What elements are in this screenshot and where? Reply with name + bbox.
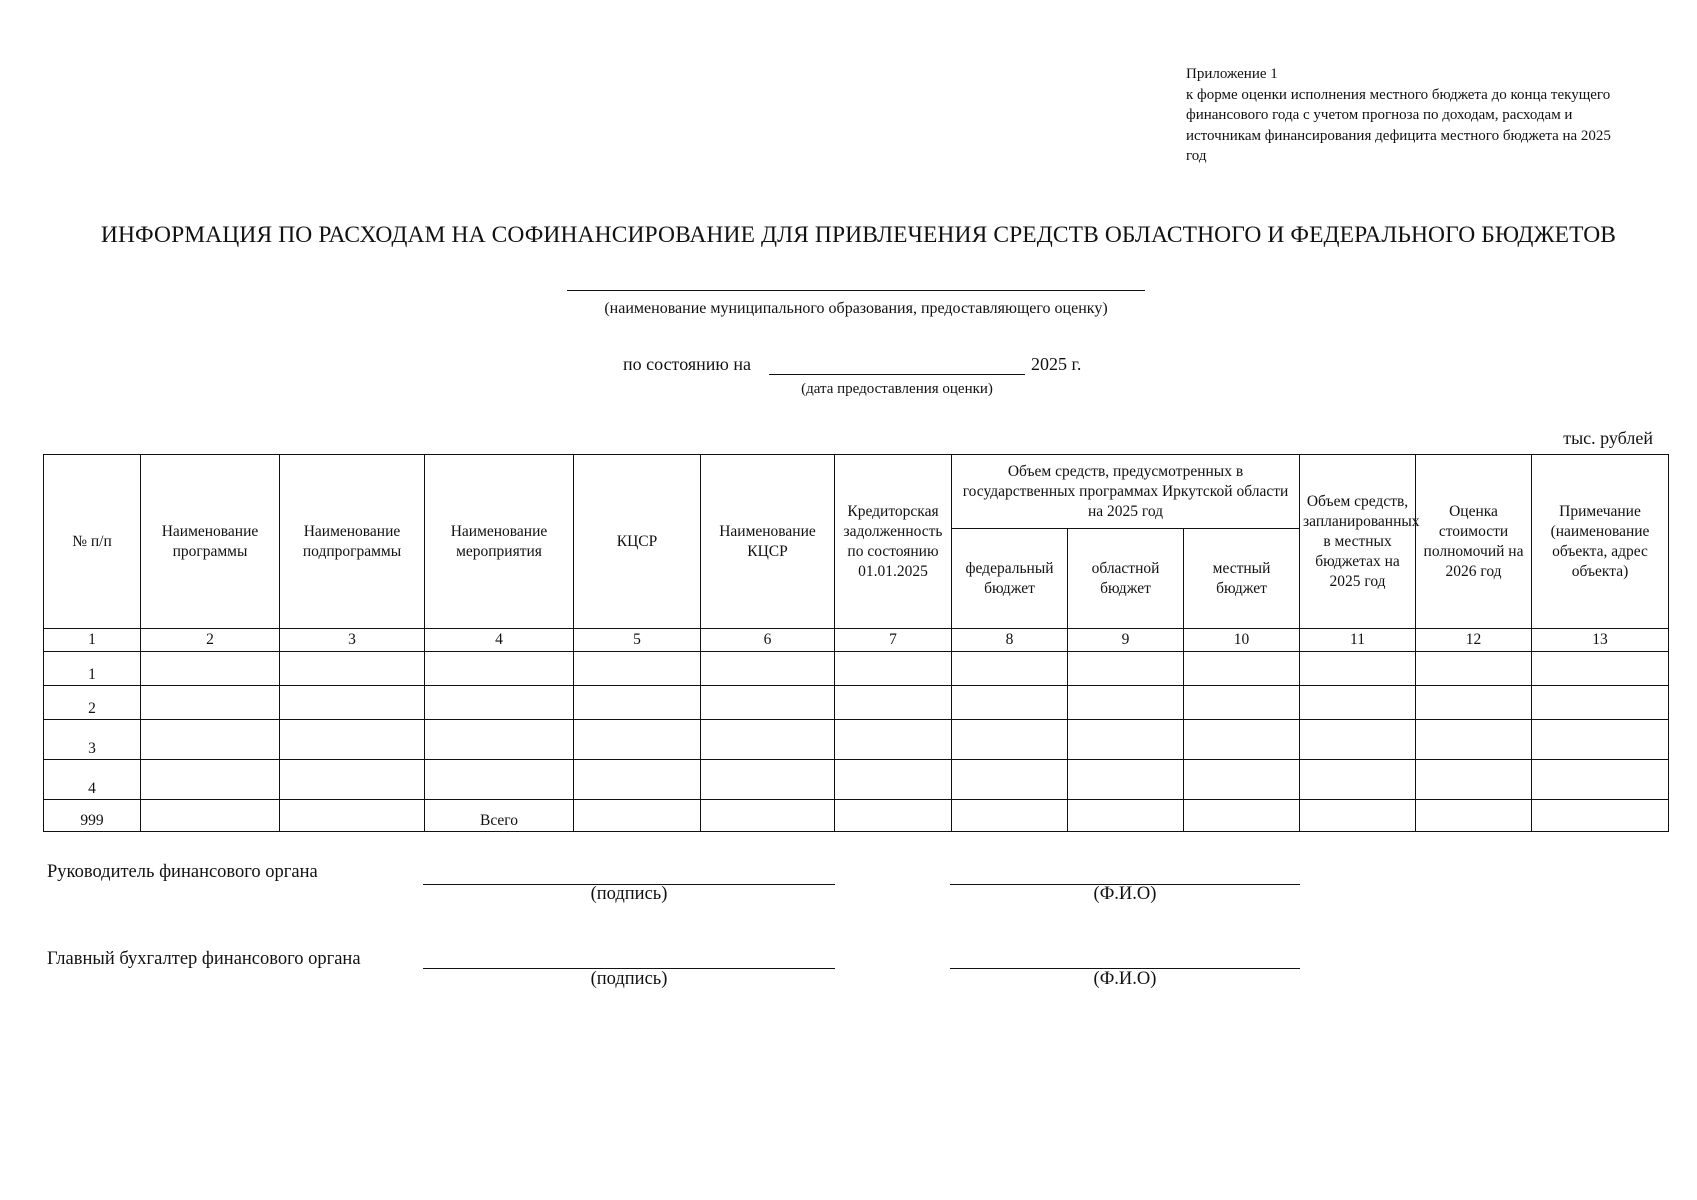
cell-subprogram[interactable] (280, 760, 425, 800)
cell-note[interactable] (1532, 800, 1669, 832)
column-number: 3 (280, 629, 425, 652)
cell-event[interactable] (425, 652, 574, 686)
cell-subprogram[interactable] (280, 720, 425, 760)
cell-kcsr[interactable] (574, 800, 701, 832)
cell-event-total: Всего (425, 800, 574, 832)
as-of-prefix: по состоянию на (623, 354, 751, 374)
cell-cost-estimate[interactable] (1416, 686, 1532, 720)
cell-payables[interactable] (835, 652, 952, 686)
head-signature-caption: (подпись) (590, 884, 668, 904)
cell-kcsr[interactable] (574, 652, 701, 686)
table-row (44, 652, 1669, 686)
document-title: ИНФОРМАЦИЯ ПО РАСХОДАМ НА СОФИНАНСИРОВАНИЕ ДЛЯ ПРИВЛЕЧЕНИЯ СРЕДСТВ ОБЛАСТНОГО И ФЕДЕРАЛЬНОГО БЮДЖЕТОВ (100, 222, 1617, 248)
cell-program[interactable] (141, 800, 280, 832)
column-number: 6 (701, 629, 835, 652)
cell-note[interactable] (1532, 760, 1669, 800)
table-row-total (44, 800, 1669, 832)
column-number: 12 (1416, 629, 1532, 652)
cell-local[interactable] (1184, 760, 1300, 800)
header-number: № п/п (44, 455, 141, 629)
column-number-row (44, 629, 1669, 652)
date-caption: (дата предоставления оценки) (801, 381, 993, 397)
cell-payables[interactable] (835, 760, 952, 800)
cell-program[interactable] (141, 720, 280, 760)
cell-local[interactable] (1184, 652, 1300, 686)
cell-local[interactable] (1184, 800, 1300, 832)
municipality-underline[interactable] (567, 290, 1145, 291)
cell-cost-estimate[interactable] (1416, 652, 1532, 686)
accountant-signature-caption: (подпись) (590, 969, 668, 989)
table-row (44, 760, 1669, 800)
cell-federal[interactable] (952, 800, 1068, 832)
header-kcsr-name: Наименование КЦСР (701, 455, 835, 629)
accountant-name-caption: (Ф.И.О) (1093, 969, 1157, 989)
municipality-caption: (наименование муниципального образования, предоставляющего оценку) (604, 300, 1108, 317)
cell-kcsr[interactable] (574, 686, 701, 720)
cell-regional[interactable] (1068, 760, 1184, 800)
header-federal-budget: федеральный бюджет (952, 529, 1068, 629)
cell-payables[interactable] (835, 686, 952, 720)
accountant-signature-label: Главный бухгалтер финансового органа (47, 949, 361, 969)
appendix-note (1186, 64, 1656, 167)
cell-regional[interactable] (1068, 800, 1184, 832)
cell-subprogram[interactable] (280, 800, 425, 832)
cell-note[interactable] (1532, 652, 1669, 686)
header-note: Примечание (наименование объекта, адрес объекта) (1532, 455, 1669, 629)
cell-federal[interactable] (952, 686, 1068, 720)
table-row (44, 720, 1669, 760)
column-number: 1 (44, 629, 141, 652)
cell-local[interactable] (1184, 720, 1300, 760)
header-payables: Кредиторская задолженность по состоянию 01.01.2025 (835, 455, 952, 629)
header-local-planned: Объем средств, запланированных в местных бюджетах на 2025 год (1300, 455, 1416, 629)
column-number: 8 (952, 629, 1068, 652)
cell-program[interactable] (141, 686, 280, 720)
cell-subprogram[interactable] (280, 652, 425, 686)
cell-event[interactable] (425, 760, 574, 800)
cell-kcsr-name[interactable] (701, 760, 835, 800)
cell-program[interactable] (141, 652, 280, 686)
appendix-line: к форме оценки исполнения местного бюджета до конца текущего (1186, 86, 1611, 103)
header-state-programs-group: Объем средств, предусмотренных в государственных программах Иркутской области на 2025 год (952, 455, 1300, 529)
cell-cost-estimate[interactable] (1416, 800, 1532, 832)
header-kcsr: КЦСР (574, 455, 701, 629)
table-row (44, 686, 1669, 720)
cell-local-planned[interactable] (1300, 720, 1416, 760)
cell-note[interactable] (1532, 686, 1669, 720)
column-number: 13 (1532, 629, 1669, 652)
header-subprogram: Наименование подпрограммы (280, 455, 425, 629)
appendix-line: год (1186, 148, 1207, 164)
head-name-caption: (Ф.И.О) (1093, 884, 1157, 904)
column-number: 2 (141, 629, 280, 652)
row-number: 4 (44, 760, 141, 800)
appendix-line: финансового года с учетом прогноза по доходам, расходам и (1186, 107, 1573, 123)
cell-local-planned[interactable] (1300, 652, 1416, 686)
cell-regional[interactable] (1068, 652, 1184, 686)
cell-payables[interactable] (835, 720, 952, 760)
cell-federal[interactable] (952, 652, 1068, 686)
column-number: 5 (574, 629, 701, 652)
cell-local-planned[interactable] (1300, 760, 1416, 800)
cell-cost-estimate[interactable] (1416, 760, 1532, 800)
head-signature-label: Руководитель финансового органа (47, 862, 318, 882)
as-of-suffix: 2025 г. (1031, 354, 1082, 374)
cell-federal[interactable] (952, 760, 1068, 800)
appendix-line: источникам финансирования дефицита местного бюджета на 2025 (1186, 127, 1611, 144)
cell-event[interactable] (425, 720, 574, 760)
cell-kcsr-name[interactable] (701, 686, 835, 720)
cell-cost-estimate[interactable] (1416, 720, 1532, 760)
column-number: 9 (1068, 629, 1184, 652)
cell-kcsr-name[interactable] (701, 720, 835, 760)
cell-kcsr-name[interactable] (701, 800, 835, 832)
co-financing-table (43, 454, 1669, 832)
cell-program[interactable] (141, 760, 280, 800)
units-label: тыс. рублей (1563, 428, 1653, 448)
column-number: 11 (1300, 629, 1416, 652)
column-number: 10 (1184, 629, 1300, 652)
header-cost-estimate: Оценка стоимости полномочий на 2026 год (1416, 455, 1532, 629)
appendix-line: Приложение 1 (1186, 66, 1278, 82)
cell-kcsr-name[interactable] (701, 652, 835, 686)
cell-note[interactable] (1532, 720, 1669, 760)
cell-federal[interactable] (952, 720, 1068, 760)
header-program: Наименование программы (141, 455, 280, 629)
cell-local-planned[interactable] (1300, 800, 1416, 832)
date-underline[interactable] (769, 374, 1025, 375)
cell-kcsr[interactable] (574, 760, 701, 800)
cell-local-planned[interactable] (1300, 686, 1416, 720)
cell-regional[interactable] (1068, 720, 1184, 760)
row-number: 3 (44, 720, 141, 760)
header-local-budget: местный бюджет (1184, 529, 1300, 629)
cell-event[interactable] (425, 686, 574, 720)
cell-regional[interactable] (1068, 686, 1184, 720)
header-event: Наименование мероприятия (425, 455, 574, 629)
cell-payables[interactable] (835, 800, 952, 832)
cell-local[interactable] (1184, 686, 1300, 720)
row-number: 1 (44, 652, 141, 686)
column-number: 4 (425, 629, 574, 652)
row-number: 999 (44, 800, 141, 832)
row-number: 2 (44, 686, 141, 720)
header-row-1 (44, 455, 1669, 529)
cell-subprogram[interactable] (280, 686, 425, 720)
cell-kcsr[interactable] (574, 720, 701, 760)
header-regional-budget: областной бюджет (1068, 529, 1184, 629)
column-number: 7 (835, 629, 952, 652)
